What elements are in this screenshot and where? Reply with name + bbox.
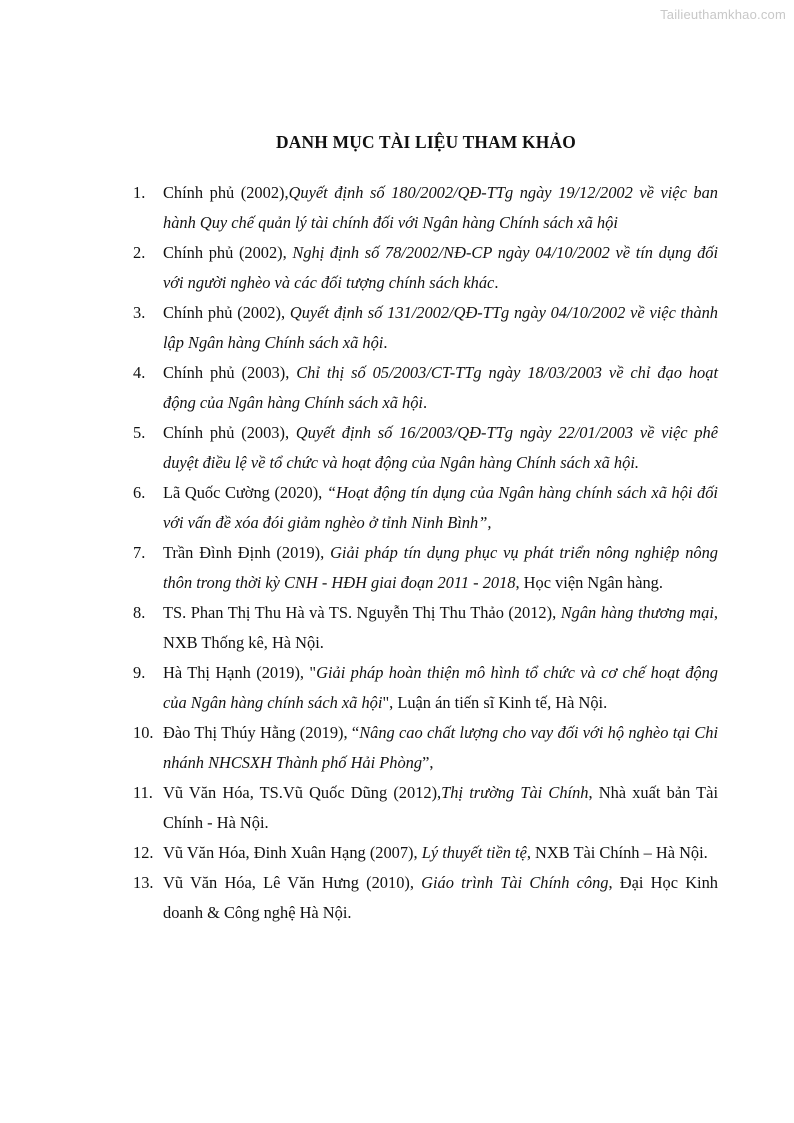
reference-item	[0, 718, 794, 778]
reference-text-segment: Chính phủ (2002),	[163, 303, 290, 322]
reference-text-segment: .	[383, 333, 388, 352]
reference-text	[163, 868, 718, 928]
page-title: DANH MỤC TÀI LIỆU THAM KHẢO	[276, 132, 576, 152]
reference-text-segment: Vũ Văn Hóa, Lê Văn Hưng (2010),	[163, 873, 422, 892]
reference-item	[0, 538, 794, 598]
reference-text-segment: Vũ Văn Hóa, TS.Vũ Quốc Dũng (2012),	[163, 783, 442, 802]
reference-text	[163, 298, 718, 358]
reference-text	[163, 178, 718, 238]
reference-number: 8.	[133, 603, 146, 622]
reference-text-segment: ", Luận án tiến sĩ Kinh tế, Hà Nội.	[382, 693, 608, 712]
reference-item	[0, 178, 794, 238]
reference-number: 10.	[133, 723, 154, 742]
reference-title-italic: Nghị định số 78/2002/NĐ-CP ngày 04/10/2002 về tín dụng đối với người nghèo và các đối tượng chính sách khác	[163, 243, 719, 292]
reference-title-italic: Quyết định số 131/2002/QĐ-TTg ngày 04/10/2002 về việc thành lập Ngân hàng Chính sách xã hội	[163, 303, 718, 352]
reference-title-italic: “Hoạt động tín dụng của Ngân hàng chính sách xã hội đối với vấn đề xóa đói giảm nghèo ở tỉnh Ninh Bình”,	[163, 483, 718, 532]
reference-title-italic: Giải pháp hoàn thiện mô hình tổ chức và cơ chế hoạt động của Ngân hàng chính sách xã hội	[163, 663, 718, 712]
reference-text-segment: , Đại Học Kinh doanh & Công nghệ Hà Nội.	[163, 873, 718, 922]
reference-item	[0, 658, 794, 718]
reference-text	[163, 478, 718, 538]
reference-text-segment: Chính phủ (2002),	[163, 183, 289, 202]
reference-number: 1.	[133, 183, 146, 202]
reference-item	[0, 478, 794, 538]
reference-item	[0, 598, 794, 658]
reference-text-segment: Hà Thị Hạnh (2019), "	[163, 663, 317, 682]
reference-item	[0, 418, 794, 478]
reference-text-segment: , NXB Tài Chính – Hà Nội.	[526, 843, 708, 862]
reference-item	[0, 358, 794, 418]
reference-text-segment: , Học viện Ngân hàng.	[515, 573, 663, 592]
reference-title-italic: Thị trường Tài Chính	[441, 783, 589, 802]
reference-text	[163, 778, 718, 838]
reference-text-segment: Chính phủ (2003),	[163, 423, 296, 442]
reference-text	[163, 418, 718, 478]
reference-text	[163, 358, 718, 418]
reference-text-segment: Chính phủ (2003),	[163, 363, 297, 382]
reference-title-italic: Chỉ thị số 05/2003/CT-TTg ngày 18/03/2003 về chỉ đạo hoạt động của Ngân hàng Chính sách xã hội	[163, 363, 719, 412]
reference-text-segment: Trần Đình Định (2019),	[163, 543, 331, 562]
reference-text	[163, 538, 718, 598]
reference-title-italic: Ngân hàng thương mại	[560, 603, 714, 622]
reference-text-segment: ”,	[422, 753, 434, 772]
reference-title-italic: Quyết định số 180/2002/QĐ-TTg ngày 19/12/2002 về việc ban hành Quy chế quản lý tài chính đối với Ngân hàng Chính sách xã hội	[163, 183, 718, 232]
reference-text-segment: Vũ Văn Hóa, Đinh Xuân Hạng (2007),	[163, 843, 422, 862]
reference-number: 2.	[133, 243, 146, 262]
watermark: Tailieuthamkhao.com	[660, 7, 786, 22]
reference-text-segment: TS. Phan Thị Thu Hà và TS. Nguyễn Thị Thu Thảo (2012),	[163, 603, 561, 622]
reference-number: 12.	[133, 843, 154, 862]
reference-text	[163, 838, 718, 868]
reference-text	[163, 718, 718, 778]
reference-text-segment: , Nhà xuất bản Tài Chính - Hà Nội.	[163, 783, 718, 832]
reference-text-segment: Đào Thị Thúy Hằng (2019), “	[163, 723, 360, 742]
reference-number: 3.	[133, 303, 146, 322]
reference-number: 9.	[133, 663, 146, 682]
reference-title-italic: Nâng cao chất lượng cho vay đối với hộ nghèo tại Chi nhánh NHCSXH Thành phố Hải Phòng	[163, 723, 718, 772]
reference-list	[0, 178, 794, 928]
reference-text	[163, 658, 718, 718]
reference-item	[0, 778, 794, 838]
reference-title-italic: Giải pháp tín dụng phục vụ phát triển nông nghiệp nông thôn trong thời kỳ CNH - HĐH giai đoạn 2011 - 2018	[163, 543, 718, 592]
reference-text	[163, 598, 718, 658]
reference-item	[0, 238, 794, 298]
reference-item	[0, 298, 794, 358]
reference-number: 6.	[133, 483, 146, 502]
reference-text-segment: Chính phủ (2002),	[163, 243, 293, 262]
reference-number: 7.	[133, 543, 146, 562]
reference-item	[0, 838, 794, 868]
reference-text-segment: .	[494, 273, 499, 292]
reference-text-segment: Lã Quốc Cường (2020),	[163, 483, 327, 502]
reference-text-segment: .	[422, 393, 428, 412]
reference-number: 11.	[133, 783, 153, 802]
reference-text-segment: , NXB Thống kê, Hà Nội.	[163, 603, 718, 652]
reference-title-italic: Quyết định số 16/2003/QĐ-TTg ngày 22/01/2003 về việc phê duyệt điều lệ về tổ chức và hoạt động của Ngân hàng Chính sách xã hội.	[163, 423, 718, 472]
reference-title-italic: Lý thuyết tiền tệ	[421, 843, 527, 862]
reference-text	[163, 238, 718, 298]
reference-number: 5.	[133, 423, 146, 442]
reference-item	[0, 868, 794, 928]
reference-number: 4.	[133, 363, 146, 382]
reference-title-italic: Giáo trình Tài Chính công	[421, 873, 609, 892]
reference-number: 13.	[133, 873, 154, 892]
